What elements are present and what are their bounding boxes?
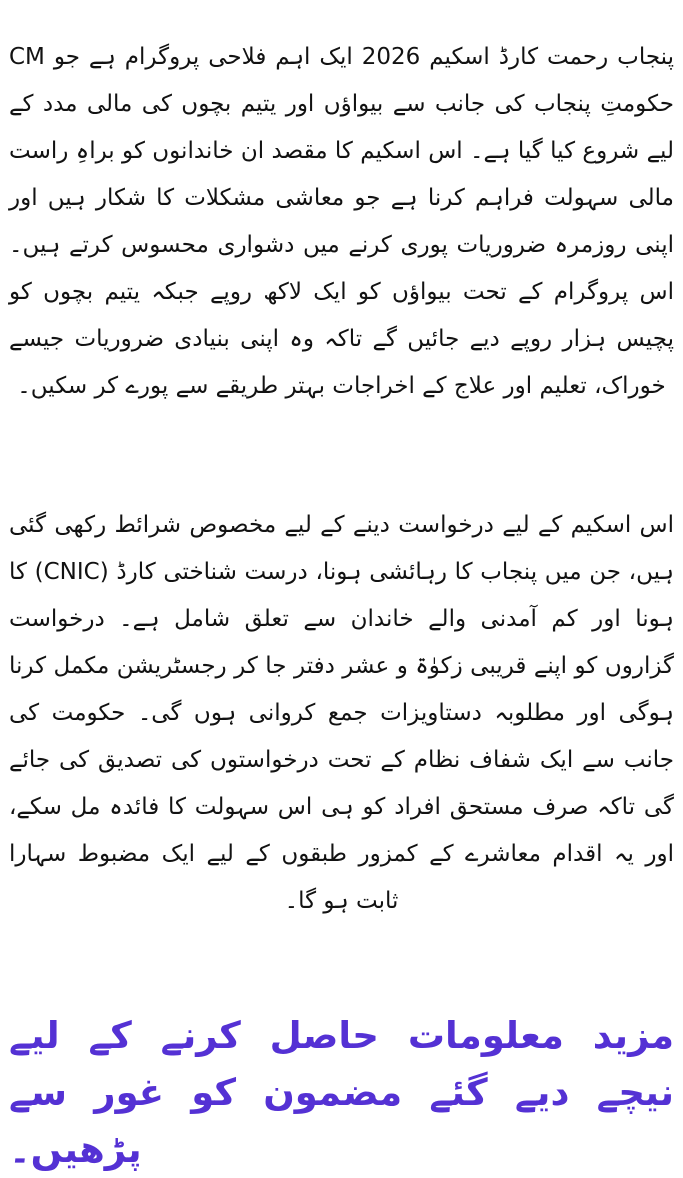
- scheme-intro-paragraph: CM پنجاب رحمت کارڈ اسکیم 2026 ایک اہم فلاحی پروگرام ہے جو حکومتِ پنجاب کی جانب سے بیواؤں اور یتیم بچوں کی مالی مدد کے لیے شروع کیا گیا ہے۔ اس اسکیم کا مقصد ان خاندانوں کو براہِ راست مالی سہولت فراہم کرنا ہے جو معاشی مشکلات کا شکار ہیں اور اپنی روزمرہ ضروریات پوری کرنے میں دشواری محسوس کرتے ہیں۔ اس پروگرام کے تحت بیواؤں کو ایک لاکھ روپے جبکہ یتیم بچوں کو پچیس ہزار روپے دیے جائیں گے تاکہ وہ اپنی بنیادی ضروریات جیسے خوراک، تعلیم اور علاج کے اخراجات بہتر طریقے سے پورے کر سکیں۔: [9, 44, 675, 399]
- read-more-note: مزید معلومات حاصل کرنے کے لیے نیچے دیے گئے مضمون کو غور سے پڑھیں۔: [9, 1014, 674, 1171]
- application-requirements-paragraph: اس اسکیم کے لیے درخواست دینے کے لیے مخصوص شرائط رکھی گئی ہیں، جن میں پنجاب کا رہائشی ہونا، درست شناختی کارڈ (CNIC) کا ہونا اور کم آمدنی والے خاندان سے تعلق شامل ہے۔ درخواست گزاروں کو اپنے قریبی زکوٰۃ و عشر دفتر جا کر رجسٹریشن مکمل کرنا ہوگی اور مطلوبہ دستاویزات جمع کروانی ہوں گی۔ حکومت کی جانب سے ایک شفاف نظام کے تحت درخواستوں کی تصدیق کی جائے گی تاکہ صرف مستحق افراد کو ہی اس سہولت کا فائدہ مل سکے، اور یہ اقدام معاشرے کے کمزور طبقوں کے لیے ایک مضبوط سہارا ثابت ہو گا۔: [9, 512, 674, 914]
